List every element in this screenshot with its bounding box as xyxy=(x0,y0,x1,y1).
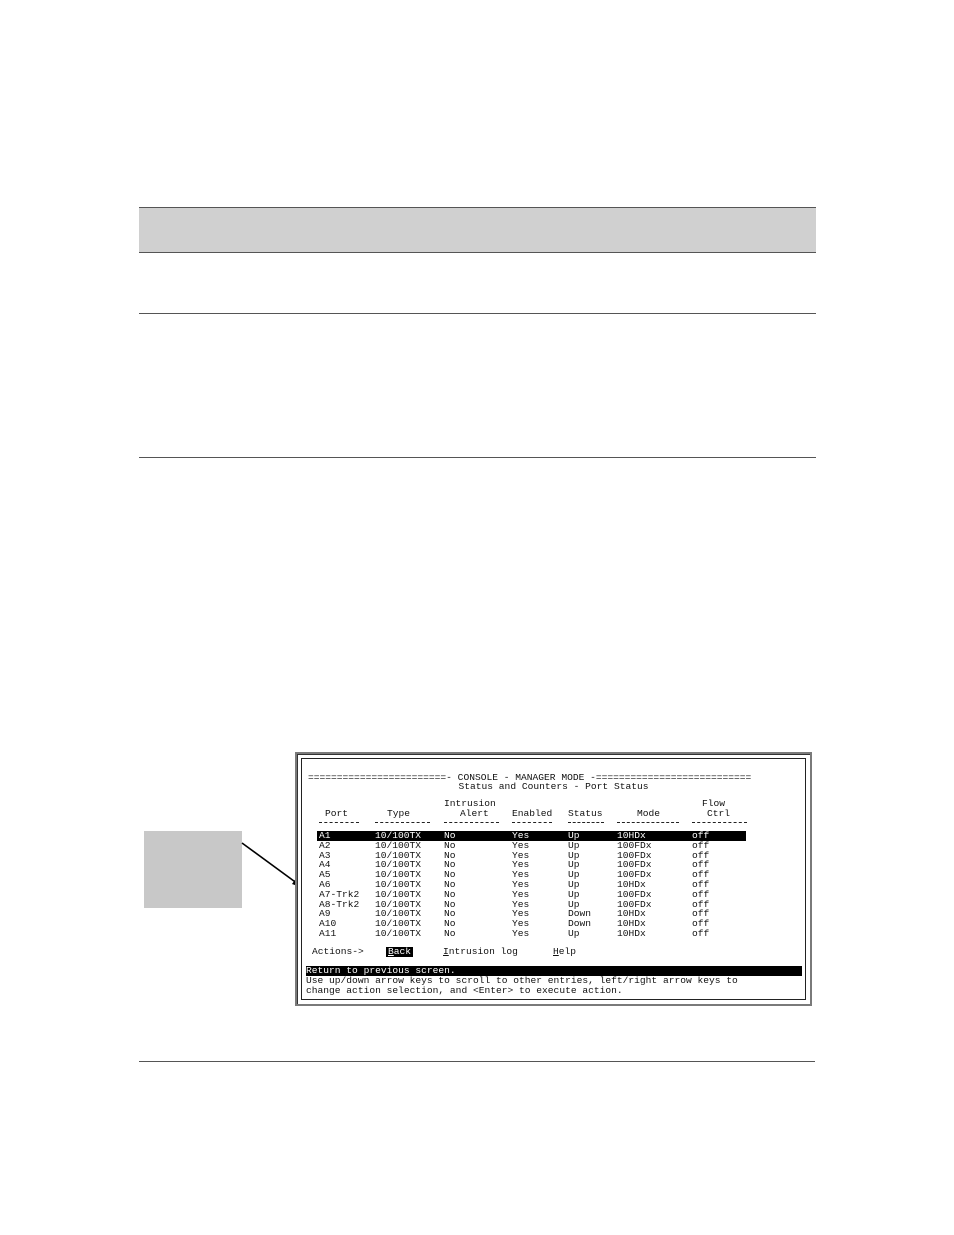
header-underline xyxy=(568,822,604,823)
cell-status: Up xyxy=(568,869,580,881)
status-message: Return to previous screen. xyxy=(306,965,456,976)
col-port: Port xyxy=(325,808,349,819)
cell-enabled: Yes xyxy=(512,888,530,900)
cell-status: Up xyxy=(568,839,580,851)
cell-enabled: Yes xyxy=(512,898,530,910)
cell-enabled: Yes xyxy=(512,859,530,871)
cell-enabled: Yes xyxy=(512,849,530,861)
help-action-button[interactable] xyxy=(553,947,576,957)
cell-alert: No xyxy=(444,888,456,900)
header-underline xyxy=(375,822,430,823)
cell-type: 10/100TX xyxy=(375,928,422,939)
cell-port: A5 xyxy=(319,869,331,881)
cell-flow: off xyxy=(692,869,710,881)
cell-alert: No xyxy=(444,918,456,930)
intrusion-log-label: ntrusion log xyxy=(448,946,518,957)
cell-port: A8-Trk2 xyxy=(319,898,360,910)
header-underline xyxy=(617,822,679,823)
cell-port: A7-Trk2 xyxy=(319,888,360,900)
cell-status: Up xyxy=(568,898,580,910)
back-action-hotkey: B xyxy=(388,946,394,957)
table-divider xyxy=(139,457,816,458)
header-underline xyxy=(692,822,747,823)
header-underline xyxy=(319,822,359,823)
back-action-button[interactable] xyxy=(386,947,413,957)
col-status: Status xyxy=(568,808,603,819)
cell-mode: 100FDx xyxy=(617,888,652,900)
cell-alert: No xyxy=(444,869,456,881)
cell-mode: 10HDx xyxy=(617,830,646,841)
console-title: ========================- CONSOLE - MANAGER MODE -=========================== xyxy=(308,772,752,783)
terminal-screen xyxy=(301,758,806,1000)
cell-flow: off xyxy=(692,849,710,861)
col-intrusion-bottom: Alert xyxy=(460,808,489,819)
cell-port: A11 xyxy=(319,928,337,939)
cell-alert: No xyxy=(444,839,456,851)
cell-enabled: Yes xyxy=(512,839,530,851)
screen-subtitle: Status and Counters - Port Status xyxy=(458,781,649,792)
table-row[interactable] xyxy=(302,929,805,939)
cell-flow: off xyxy=(692,879,710,890)
cell-flow: off xyxy=(692,908,710,920)
cell-status: Up xyxy=(568,849,580,861)
cell-type: 10/100TX xyxy=(375,908,422,920)
cell-mode: 10HDx xyxy=(617,879,646,890)
cell-port: A9 xyxy=(319,908,331,920)
cell-flow: off xyxy=(692,859,710,871)
cell-alert: No xyxy=(444,849,456,861)
header-underline xyxy=(512,822,552,823)
cell-port: A10 xyxy=(319,918,337,930)
cell-flow: off xyxy=(692,888,710,900)
cell-enabled: Yes xyxy=(512,879,530,890)
cell-port: A6 xyxy=(319,879,331,890)
cell-mode: 100FDx xyxy=(617,869,652,881)
cell-flow: off xyxy=(692,830,710,841)
cell-enabled: Yes xyxy=(512,830,530,841)
back-action-label: ack xyxy=(393,946,412,957)
cell-port: A1 xyxy=(319,830,331,841)
cell-flow: off xyxy=(692,839,710,851)
cell-alert: No xyxy=(444,928,456,939)
cell-status: Down xyxy=(568,908,592,920)
table-header-band xyxy=(139,207,816,253)
cell-alert: No xyxy=(444,879,456,890)
cell-mode: 10HDx xyxy=(617,928,646,939)
help-action-label: elp xyxy=(558,946,577,957)
cell-type: 10/100TX xyxy=(375,898,422,910)
cell-mode: 100FDx xyxy=(617,839,652,851)
cell-flow: off xyxy=(692,898,710,910)
cell-enabled: Yes xyxy=(512,869,530,881)
cell-alert: No xyxy=(444,908,456,920)
cell-enabled: Yes xyxy=(512,928,530,939)
cell-alert: No xyxy=(444,898,456,910)
cell-status: Up xyxy=(568,830,580,841)
cell-status: Up xyxy=(568,928,580,939)
cell-status: Up xyxy=(568,888,580,900)
cell-port: A4 xyxy=(319,859,331,871)
cell-enabled: Yes xyxy=(512,908,530,920)
cell-type: 10/100TX xyxy=(375,859,422,871)
actions-label: Actions-> xyxy=(312,946,364,957)
help-text-line-1: Use up/down arrow keys to scroll to other entries, left/right arrow keys to xyxy=(306,975,738,986)
intrusion-log-action-button[interactable] xyxy=(443,947,518,957)
col-flow-bottom: Ctrl xyxy=(707,808,731,819)
footer-rule xyxy=(139,1061,815,1062)
intrusion-log-hotkey: I xyxy=(443,946,449,957)
cell-type: 10/100TX xyxy=(375,849,422,861)
col-type: Type xyxy=(387,808,411,819)
cell-mode: 10HDx xyxy=(617,908,646,920)
col-mode: Mode xyxy=(637,808,661,819)
cell-alert: No xyxy=(444,830,456,841)
callout-box xyxy=(144,831,242,908)
cell-type: 10/100TX xyxy=(375,918,422,930)
col-enabled: Enabled xyxy=(512,808,553,819)
cell-type: 10/100TX xyxy=(375,839,422,851)
table-divider xyxy=(139,313,816,314)
cell-flow: off xyxy=(692,918,710,930)
cell-status: Up xyxy=(568,879,580,890)
col-intrusion-top: Intrusion xyxy=(444,798,496,809)
cell-type: 10/100TX xyxy=(375,888,422,900)
cell-port: A2 xyxy=(319,839,331,851)
cell-type: 10/100TX xyxy=(375,869,422,881)
cell-mode: 10HDx xyxy=(617,918,646,930)
cell-flow: off xyxy=(692,928,710,939)
cell-type: 10/100TX xyxy=(375,879,422,890)
cell-mode: 100FDx xyxy=(617,849,652,861)
cell-type: 10/100TX xyxy=(375,830,422,841)
col-flow-top: Flow xyxy=(702,798,726,809)
cell-port: A3 xyxy=(319,849,331,861)
cell-status: Down xyxy=(568,918,592,930)
help-text-line-2: change action selection, and <Enter> to execute action. xyxy=(306,985,623,996)
cell-alert: No xyxy=(444,859,456,871)
header-underline xyxy=(444,822,499,823)
help-action-hotkey: H xyxy=(553,946,559,957)
cell-mode: 100FDx xyxy=(617,859,652,871)
cell-enabled: Yes xyxy=(512,918,530,930)
cell-status: Up xyxy=(568,859,580,871)
cell-mode: 100FDx xyxy=(617,898,652,910)
console-screenshot xyxy=(295,752,812,1006)
